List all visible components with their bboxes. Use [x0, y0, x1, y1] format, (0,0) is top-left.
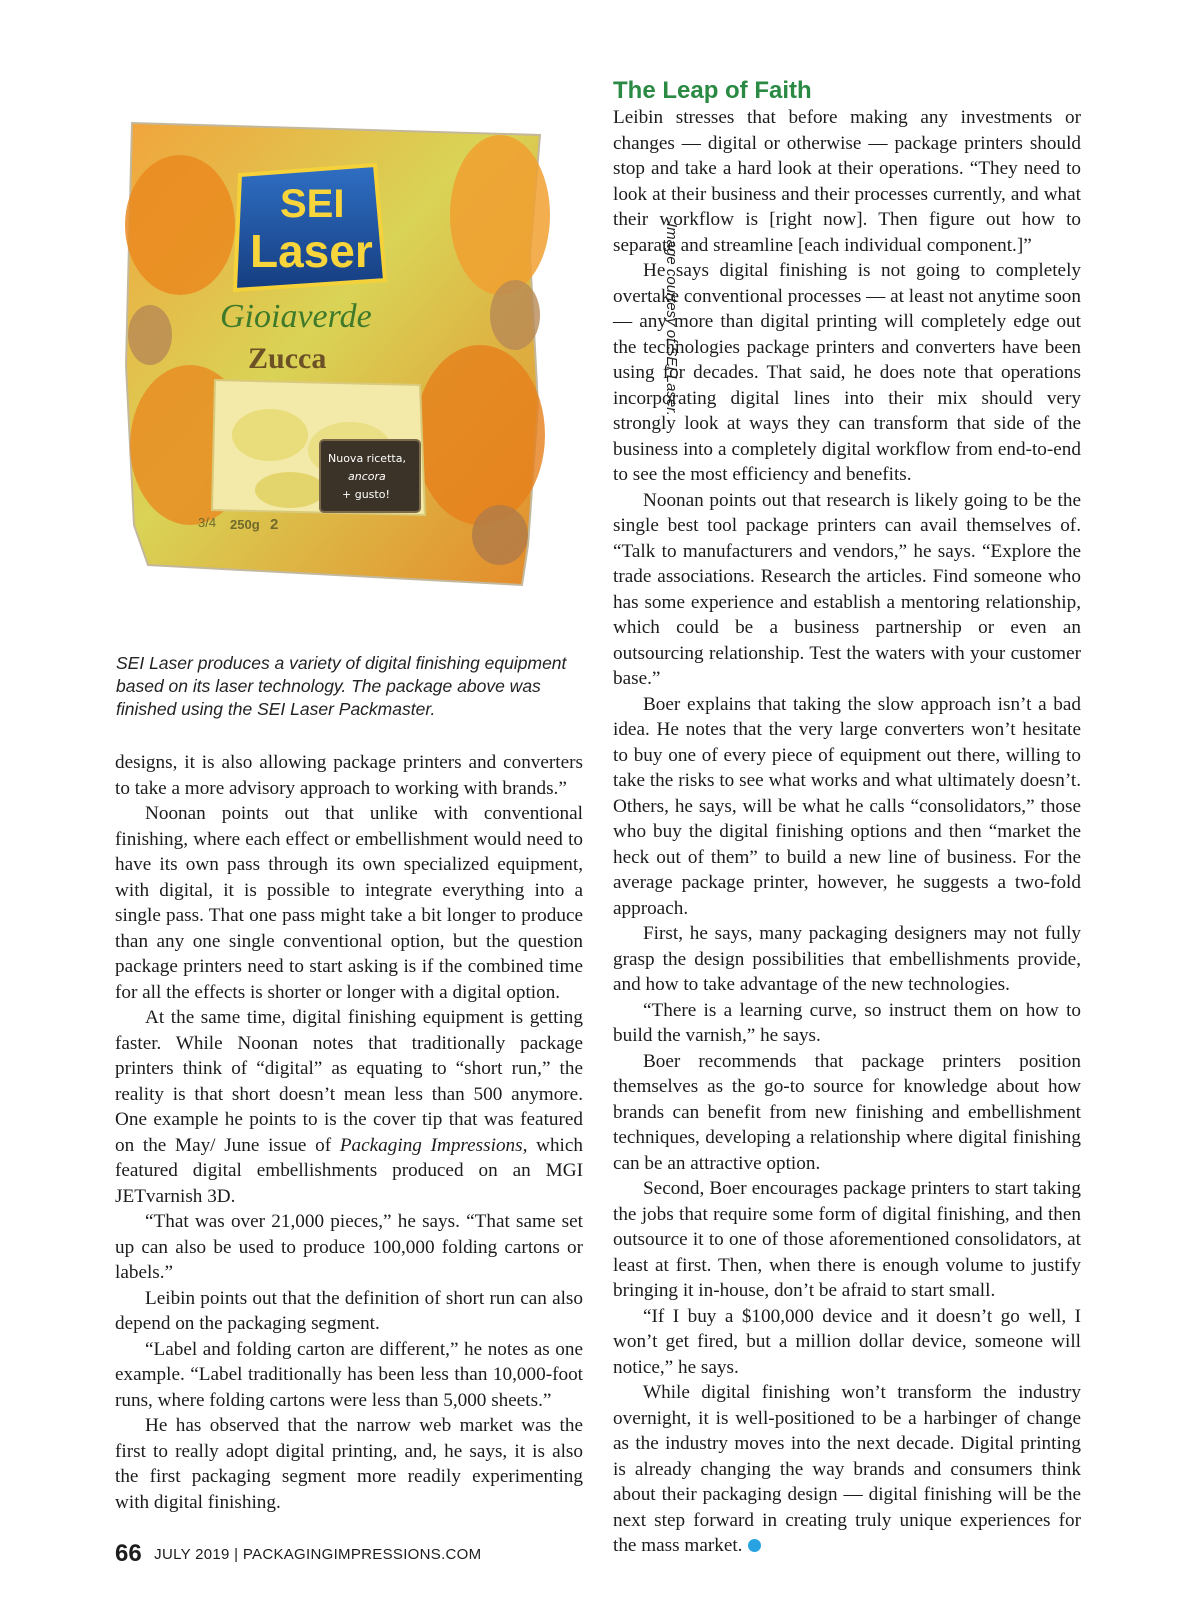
figure-caption: SEI Laser produces a variety of digital finishing equipment based on its laser technology. The package above was finished using the SEI Laser Packmaster.	[116, 653, 567, 719]
product-figure	[110, 95, 680, 615]
paragraph-text: which featured digital embellishments produced on an MGI JETvarnish 3D.	[115, 1134, 583, 1207]
paragraph: He has observed that the narrow web market was the first to really adopt digital printing, and, he says, it is also the first packaging segment more readily experimenting with digital finishing.	[115, 1415, 583, 1513]
image-credit: Image courtesy of SEI Laser.	[663, 223, 680, 416]
section-heading: The Leap of Faith	[613, 77, 812, 104]
paragraph: “Label and folding carton are different,” he notes as one example. “Label traditionally has been less than 10,000-foot runs, where folding cartons were less than 5,000 sheets.”	[115, 1338, 583, 1411]
paragraph: Boer recommends that package printers position themselves as the go-to source for knowledge about how brands can benefit from new finishing and embellishment techniques, developing a relationship where digital finishing can be an attractive option.	[613, 1050, 1081, 1174]
page-number: 66	[115, 1540, 142, 1567]
left-column	[115, 750, 583, 1515]
paragraph: Noonan points out that research is likely going to be the single best tool package printers can avail themselves of. “Talk to manufacturers and vendors,” he says. “Explore the trade associations. Research the articles. Find someone who has some experience and establish a mentoring relationship, which could be a business partnership or even an outsourcing relationship. Test the waters with your customer base.”	[613, 489, 1081, 689]
badge-text-2: ancora	[348, 470, 386, 483]
publication-title: Packaging Impressions,	[339, 1134, 528, 1156]
end-mark-icon	[748, 1539, 761, 1552]
paragraph: Boer explains that taking the slow approach isn’t a bad idea. He notes that the very large converters won’t hesitate to buy one of every piece of equipment out there, willing to take the risks to see what works and what ultimately doesn’t. Others, he says, will be what he calls “consolidators,” those who buy the digital finishing options and then “market the heck out of them” to build a new line of business. For the average package printer, however, he suggests a two-fold approach.	[613, 693, 1081, 919]
badge-text-1: Nuova ricetta,	[328, 452, 406, 465]
page-footer	[115, 1540, 481, 1568]
pack-weight: 250g	[230, 517, 260, 532]
paragraph: Second, Boer encourages package printers to start taking the jobs that require some form of digital finishing, and then outsource it to one of those aforementioned consolidators, at least at first. Then, when there is enough volume to justify bringing it in-house, don’t be afraid to start small.	[613, 1178, 1081, 1301]
paragraph: First, he says, many packaging designers may not fully grasp the design possibilities that embellishments provide, and how to take advantage of the new technologies.	[613, 923, 1081, 995]
pack-portion: 3/4	[198, 515, 217, 530]
paragraph: “There is a learning curve, so instruct them on how to build the varnish,” he says.	[613, 999, 1081, 1046]
paragraph-text: While digital finishing won’t transform the industry overnight, it is well-positioned to be a harbinger of change as the industry moves into the next decade. Digital printing is already changing the way brands and consumers think about their packaging design — digital finishing will be the next step forward in creating truly unique experiences for the mass market.	[613, 1382, 1081, 1556]
paragraph: designs, it is also allowing package printers and converters to take a more advisory approach to working with brands.”	[115, 752, 583, 799]
badge-text-3: + gusto!	[342, 488, 390, 501]
paragraph: Leibin stresses that before making any investments or changes — digital or otherwise — package printers should stop and take a hard look at their operations. “They need to look at their business and their processes currently, and what their workflow is [right now]. Then figure out how to separate and streamline [each individual component.]”	[613, 107, 1081, 256]
pasta-package-image	[120, 105, 550, 605]
product-variety-text: Zucca	[248, 342, 327, 375]
paragraph-text: At the same time, digital finishing equipment is getting faster. While Noonan notes that traditionally package printers think of “digital” as equating to “short run,” the reality is that short doesn’t mean less than 500 anymore. One example he points to is the cover tip that was featured on the May/ June issue of	[115, 1007, 583, 1156]
paragraph: “If I buy a $100,000 device and it doesn’t go well, I won’t get fired, but a million dollar device, someone will notice,” he says.	[613, 1305, 1081, 1378]
footer-issue-site: JULY 2019 | PACKAGINGIMPRESSIONS.COM	[154, 1546, 482, 1563]
right-column	[613, 77, 1081, 1559]
logo-text-laser: Laser	[250, 225, 373, 277]
paragraph	[115, 1005, 583, 1209]
paragraph: Leibin points out that the definition of short run can also depend on the packaging segment.	[115, 1287, 583, 1334]
paragraph	[613, 1380, 1081, 1559]
product-name-text: Gioiaverde	[220, 298, 372, 335]
paragraph: He says digital finishing is not going to completely overtake conventional processes — at least not anytime soon — any more than digital printing will completely edge out the technologies package printers and converters have been using for decades. That said, he does note that operations incorporating digital lines into their mix should very strongly look at ways they can transform that side of the business into a completely digital workflow from end-to-end to see the most efficiency and benefits.	[613, 260, 1081, 485]
logo-text-sei: SEI	[280, 182, 345, 226]
paragraph: Noonan points out that unlike with conventional finishing, where each effect or embellishment would need to have its own pass through its own specialized equipment, with digital, it is possible to integrate everything into a single pass. That one pass might take a bit longer to produce than any one single conventional option, but the question package printers need to start asking is if the combined time for all the effects is shorter or longer with a digital option.	[115, 803, 583, 1003]
paragraph: “That was over 21,000 pieces,” he says. “That same set up can also be used to produce 100,000 folding cartons or labels.”	[115, 1211, 583, 1283]
pack-servings: 2	[270, 516, 279, 533]
